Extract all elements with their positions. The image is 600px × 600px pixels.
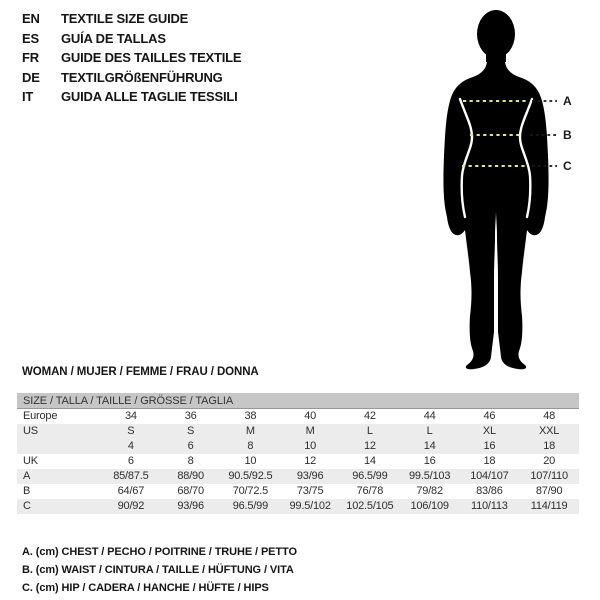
size-value: 96.5/99 [232, 500, 269, 512]
language-item-es [22, 29, 241, 49]
size-value: 96.5/99 [352, 470, 388, 482]
measurement-legend [22, 543, 297, 597]
size-value: 76/78 [356, 485, 384, 497]
size-value: 114/119 [530, 500, 568, 512]
size-value: 6 [127, 455, 134, 467]
size-value: 16 [483, 440, 496, 452]
size-value: L [366, 425, 373, 437]
size-value: M [245, 425, 255, 437]
row-label: B [23, 485, 31, 497]
language-item-de [22, 68, 241, 88]
size-value: 46 [483, 410, 496, 422]
size-value: 10 [244, 455, 257, 467]
size-value: 44 [423, 410, 436, 422]
size-value: 18 [543, 440, 556, 452]
size-value: XL [482, 425, 496, 437]
language-item-fr [22, 48, 241, 68]
size-value: 40 [304, 410, 317, 422]
size-value: 38 [244, 410, 257, 422]
size-value: 12 [304, 455, 317, 467]
size-value: 73/75 [296, 485, 324, 497]
size-value: 4 [127, 440, 134, 452]
size-value: 90.5/92.5 [228, 470, 273, 482]
language-label: TEXTILE SIZE GUIDE [61, 11, 189, 26]
language-item-it [22, 87, 241, 107]
size-value: 83/86 [476, 485, 503, 497]
size-value: 8 [187, 455, 194, 467]
size-value: 10 [304, 440, 317, 452]
size-value: 99.5/103 [409, 470, 451, 482]
size-value: 48 [543, 410, 556, 422]
row-label: A [23, 470, 31, 482]
table-row-a [17, 469, 579, 484]
row-label: US [23, 425, 38, 437]
language-code: FR [22, 50, 39, 65]
size-value: 64/67 [117, 485, 145, 497]
size-value: 36 [184, 410, 197, 422]
size-table [17, 393, 579, 514]
language-code: EN [22, 11, 40, 26]
size-value: 85/87.5 [113, 470, 149, 482]
legend-item: C. (cm) HIP / CADERA / HANCHE / HÜFTE / HIPS [22, 582, 269, 594]
language-code: IT [22, 89, 34, 104]
row-label: C [23, 500, 31, 512]
marker-label-a: A [563, 94, 572, 108]
size-value: 87/90 [535, 485, 563, 497]
size-value: 107/110 [530, 470, 568, 482]
size-value: 93/96 [296, 470, 324, 482]
legend-item: B. (cm) WAIST / CINTURA / TAILLE / HÜFTUNG / VITA [22, 564, 294, 576]
size-value: XXL [539, 425, 560, 437]
marker-label-c: C [563, 159, 572, 173]
marker-label-b: B [563, 128, 572, 142]
row-label: Europe [23, 410, 58, 422]
size-value: 88/90 [177, 470, 204, 482]
size-value: 93/96 [177, 500, 204, 512]
table-row-c [17, 499, 579, 514]
size-value: 106/109 [410, 500, 449, 512]
size-value: S [127, 425, 135, 437]
language-code: DE [22, 69, 40, 85]
size-value: 90/92 [117, 500, 145, 512]
size-value: 20 [543, 455, 556, 467]
language-code: ES [22, 30, 39, 46]
table-row-us-numeric [17, 439, 579, 454]
size-value: L [426, 425, 433, 437]
size-value: 102.5/105 [346, 500, 394, 512]
size-value: 79/82 [416, 485, 443, 497]
size-value: 110/113 [471, 500, 508, 512]
size-value: 104/107 [470, 470, 509, 482]
language-label: GUÍA DE TALLAS [61, 30, 166, 46]
size-table-header: SIZE / TALLA / TAILLE / GRÖSSE / TAGLIA [17, 393, 579, 409]
language-item-en [22, 9, 241, 29]
size-value: 16 [423, 455, 436, 467]
section-title: WOMAN / MUJER / FEMME / FRAU / DONNA [22, 366, 259, 378]
legend-item: A. (cm) CHEST / PECHO / POITRINE / TRUHE / PETTO [22, 546, 297, 558]
table-row-uk [17, 454, 579, 469]
body-measurement-diagram [430, 4, 600, 372]
language-label: GUIDA ALLE TAGLIE TESSILI [61, 89, 238, 104]
language-label: TEXTILGRÖßENFÜHRUNG [61, 69, 223, 85]
size-value: 68/70 [177, 485, 204, 497]
row-label: UK [23, 455, 38, 467]
woman-silhouette-icon [430, 4, 600, 372]
size-value: M [305, 425, 315, 437]
size-value: 42 [363, 410, 376, 422]
language-list [22, 9, 241, 107]
size-value: 99.5/102 [289, 500, 331, 512]
size-value: S [187, 425, 195, 437]
size-table-body [17, 409, 579, 514]
table-row-us [17, 424, 579, 439]
table-row-b [17, 484, 579, 499]
size-value: 14 [363, 455, 376, 467]
size-value: 70/72.5 [232, 485, 269, 497]
size-value: 8 [247, 440, 254, 452]
size-value: 6 [187, 440, 194, 452]
language-label: GUIDE DES TAILLES TEXTILE [61, 50, 242, 65]
size-value: 12 [363, 440, 376, 452]
table-row-europe [17, 409, 579, 424]
size-value: 18 [483, 455, 496, 467]
size-value: 14 [423, 440, 436, 452]
size-value: 34 [124, 410, 137, 422]
row-label [17, 439, 101, 454]
